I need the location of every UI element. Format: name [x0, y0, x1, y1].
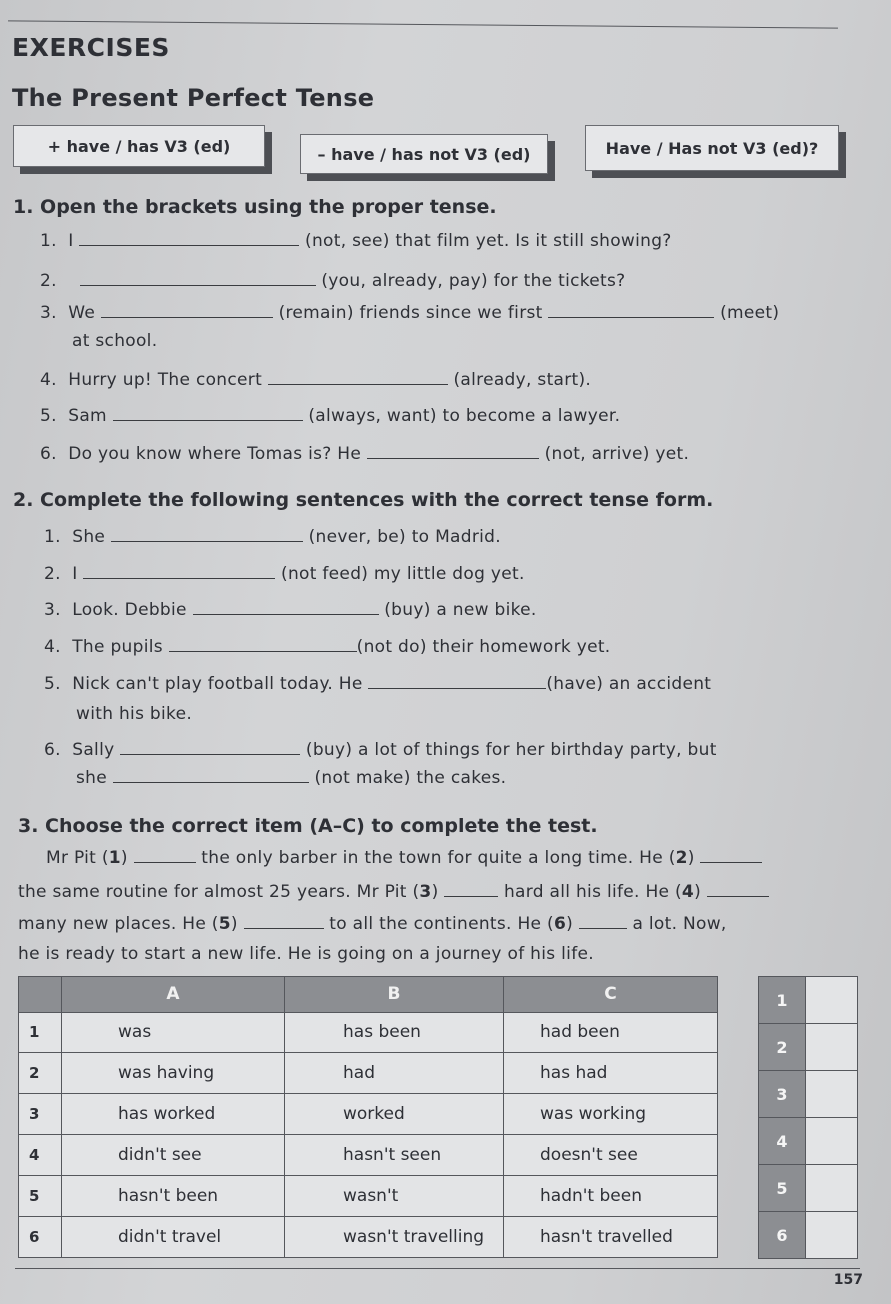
formula-box-question: Have / Has not V3 (ed)? — [585, 125, 839, 171]
item-text: I — [68, 231, 74, 251]
gap-number: 6 — [553, 914, 567, 934]
section1-title: 1. Open the brackets using the proper tense. — [13, 196, 497, 218]
header-blank — [19, 977, 62, 1013]
s3-text-line-2 — [18, 882, 769, 902]
text: ) — [694, 882, 701, 902]
s1-item-4 — [40, 370, 591, 390]
answer-number: 3 — [759, 1071, 806, 1118]
answer-row — [759, 977, 858, 1024]
answer-blank[interactable] — [134, 861, 196, 863]
formula-box-positive: + have / has V3 (ed) — [13, 125, 265, 167]
answer-blank[interactable] — [700, 861, 762, 863]
item-text: Hurry up! The concert — [68, 370, 263, 390]
answer-cell[interactable] — [806, 1212, 858, 1259]
s1-item-5 — [40, 406, 620, 426]
item-number: 2. — [44, 564, 61, 584]
item-text: We — [68, 303, 96, 323]
answer-blank[interactable] — [707, 895, 769, 897]
s2-item-3 — [44, 600, 537, 620]
bottom-rule — [15, 1268, 860, 1269]
item-prompt: (not make) the cakes. — [314, 768, 507, 788]
option-c[interactable]: doesn't see — [504, 1135, 718, 1176]
item-prompt: (you, already, pay) for the tickets? — [321, 271, 626, 291]
answer-number: 5 — [759, 1165, 806, 1212]
answer-blank[interactable] — [120, 753, 300, 755]
item-prompt: (buy) a new bike. — [384, 600, 537, 620]
option-c[interactable]: hadn't been — [504, 1176, 718, 1217]
gap-number: 5 — [218, 914, 231, 934]
item-prompt: (remain) friends since we first — [278, 303, 543, 323]
answer-number: 4 — [759, 1118, 806, 1165]
option-b[interactable]: worked — [285, 1094, 504, 1135]
item-prompt: (not, arrive) yet. — [544, 444, 690, 464]
answer-cell[interactable] — [806, 1165, 858, 1212]
text: hard all his life. He ( — [503, 882, 682, 902]
page-number: 157 — [833, 1272, 863, 1288]
item-text: Sally — [72, 740, 115, 760]
section3-title: 3. Choose the correct item (A–C) to complete the test. — [18, 815, 598, 837]
option-c[interactable]: was working — [504, 1094, 718, 1135]
item-text: Look. Debbie — [72, 600, 187, 620]
formula-box-negative: – have / has not V3 (ed) — [300, 134, 548, 174]
s3-text-line-4: he is ready to start a new life. He is going on a journey of his life. — [18, 944, 594, 964]
s2-item-2 — [44, 564, 525, 584]
answer-blank[interactable] — [444, 895, 498, 897]
option-a[interactable]: didn't travel — [62, 1217, 285, 1258]
answer-cell[interactable] — [806, 977, 858, 1024]
row-number: 5 — [19, 1176, 62, 1217]
item-prompt: (have) an accident — [546, 674, 712, 694]
item-text: Do you know where Tomas is? He — [68, 444, 362, 464]
s3-text-line-3 — [18, 914, 727, 934]
s2-item-1 — [44, 527, 501, 547]
item-text: she — [76, 768, 107, 788]
row-number: 4 — [19, 1135, 62, 1176]
choices-table — [18, 976, 718, 1258]
answer-blank[interactable] — [169, 650, 357, 652]
option-a[interactable]: was having — [62, 1053, 285, 1094]
s1-item-3-cont: at school. — [72, 331, 158, 351]
s2-item-6-cont — [76, 768, 506, 788]
answer-blank[interactable] — [244, 927, 324, 929]
answer-row — [759, 1165, 858, 1212]
answer-row — [759, 1118, 858, 1165]
table-row — [19, 1012, 718, 1053]
item-prompt: (already, start). — [453, 370, 592, 390]
text: a lot. Now, — [632, 914, 727, 934]
answer-blank[interactable] — [367, 457, 539, 459]
item-text: The pupils — [72, 637, 163, 657]
s2-item-4 — [44, 637, 611, 657]
row-number: 2 — [19, 1053, 62, 1094]
page-subtitle: The Present Perfect Tense — [12, 84, 375, 112]
answer-row — [759, 1024, 858, 1071]
s1-item-1 — [40, 231, 672, 251]
option-c[interactable]: had been — [504, 1012, 718, 1053]
gap-number: 3 — [419, 882, 432, 902]
item-number: 5. — [40, 406, 57, 426]
answer-blank[interactable] — [79, 244, 299, 246]
text: the only barber in the town for quite a long time. He ( — [201, 848, 676, 868]
row-number: 3 — [19, 1094, 62, 1135]
answer-blank[interactable] — [579, 927, 627, 929]
answer-number: 2 — [759, 1024, 806, 1071]
answer-blank[interactable] — [111, 540, 303, 542]
answer-blank[interactable] — [83, 577, 275, 579]
item-number: 5. — [44, 674, 61, 694]
option-b[interactable]: hasn't seen — [285, 1135, 504, 1176]
option-c[interactable]: has had — [504, 1053, 718, 1094]
header-a: A — [62, 977, 285, 1013]
header-c: C — [504, 977, 718, 1013]
text: to all the continents. He ( — [329, 914, 554, 934]
item-number: 6. — [40, 444, 57, 464]
section2-title: 2. Complete the following sentences with the correct tense form. — [13, 489, 714, 511]
answer-blank[interactable] — [193, 613, 379, 615]
s1-item-2 — [40, 271, 626, 291]
s1-item-6 — [40, 444, 689, 464]
option-b[interactable]: wasn't travelling — [285, 1217, 504, 1258]
answer-grid — [758, 976, 858, 1259]
text: ) — [687, 848, 695, 868]
answer-cell[interactable] — [806, 1024, 858, 1071]
s3-text-line-1 — [46, 848, 762, 868]
text: Mr Pit ( — [46, 848, 109, 868]
table-row — [19, 1217, 718, 1258]
item-prompt: (buy) a lot of things for her birthday party, but — [305, 740, 717, 760]
item-prompt: (meet) — [720, 303, 780, 323]
item-number: 2. — [40, 271, 57, 291]
answer-cell[interactable] — [806, 1118, 858, 1165]
page-title: EXERCISES — [12, 33, 170, 62]
table-row — [19, 1053, 718, 1094]
item-text: Sam — [68, 406, 107, 426]
text: many new places. He ( — [18, 914, 219, 934]
option-c[interactable]: hasn't travelled — [504, 1217, 718, 1258]
item-number: 1. — [44, 527, 61, 547]
s2-item-5-cont: with his bike. — [76, 704, 193, 724]
answer-blank[interactable] — [368, 687, 546, 689]
item-prompt: (not, see) that film yet. Is it still showing? — [305, 231, 672, 251]
answer-number: 6 — [759, 1212, 806, 1259]
option-b[interactable]: had — [285, 1053, 504, 1094]
option-a[interactable]: was — [62, 1012, 285, 1053]
s2-item-5 — [44, 674, 711, 694]
s2-item-6 — [44, 740, 717, 760]
item-prompt: (always, want) to become a lawyer. — [308, 406, 621, 426]
row-number: 6 — [19, 1217, 62, 1258]
answer-blank[interactable] — [548, 316, 714, 318]
option-a[interactable]: has worked — [62, 1094, 285, 1135]
item-number: 4. — [40, 370, 57, 390]
s1-item-3 — [40, 303, 779, 323]
item-number: 4. — [44, 637, 61, 657]
gap-number: 2 — [675, 848, 688, 868]
answer-number: 1 — [759, 977, 806, 1024]
item-prompt: (not feed) my little dog yet. — [281, 564, 525, 584]
text: ) — [431, 882, 439, 902]
item-text: She — [72, 527, 106, 547]
option-b[interactable]: wasn't — [285, 1176, 504, 1217]
item-text: Nick can't play football today. He — [72, 674, 363, 694]
answer-blank[interactable] — [80, 284, 316, 286]
header-b: B — [285, 977, 504, 1013]
answer-blank[interactable] — [268, 383, 448, 385]
answer-cell[interactable] — [806, 1071, 858, 1118]
item-prompt: (not do) their homework yet. — [356, 637, 611, 657]
item-number: 3. — [44, 600, 61, 620]
text: ) — [120, 848, 128, 868]
item-number: 3. — [40, 303, 57, 323]
answer-blank[interactable] — [113, 419, 303, 421]
gap-number: 4 — [681, 882, 695, 902]
answer-blank[interactable] — [113, 781, 309, 783]
option-a[interactable]: didn't see — [62, 1135, 285, 1176]
item-number: 6. — [44, 740, 61, 760]
table-header-row — [19, 977, 718, 1013]
gap-number: 1 — [108, 848, 121, 868]
table-row — [19, 1094, 718, 1135]
row-number: 1 — [19, 1012, 62, 1053]
top-rule — [8, 20, 838, 28]
item-number: 1. — [40, 231, 57, 251]
text: ) — [230, 914, 238, 934]
item-text: I — [72, 564, 78, 584]
option-b[interactable]: has been — [285, 1012, 504, 1053]
option-a[interactable]: hasn't been — [62, 1176, 285, 1217]
answer-row — [759, 1212, 858, 1259]
answer-row — [759, 1071, 858, 1118]
item-prompt: (never, be) to Madrid. — [308, 527, 501, 547]
table-row — [19, 1176, 718, 1217]
text: ) — [566, 914, 574, 934]
answer-blank[interactable] — [101, 316, 273, 318]
text: the same routine for almost 25 years. Mr Pit ( — [18, 882, 420, 902]
table-row — [19, 1135, 718, 1176]
